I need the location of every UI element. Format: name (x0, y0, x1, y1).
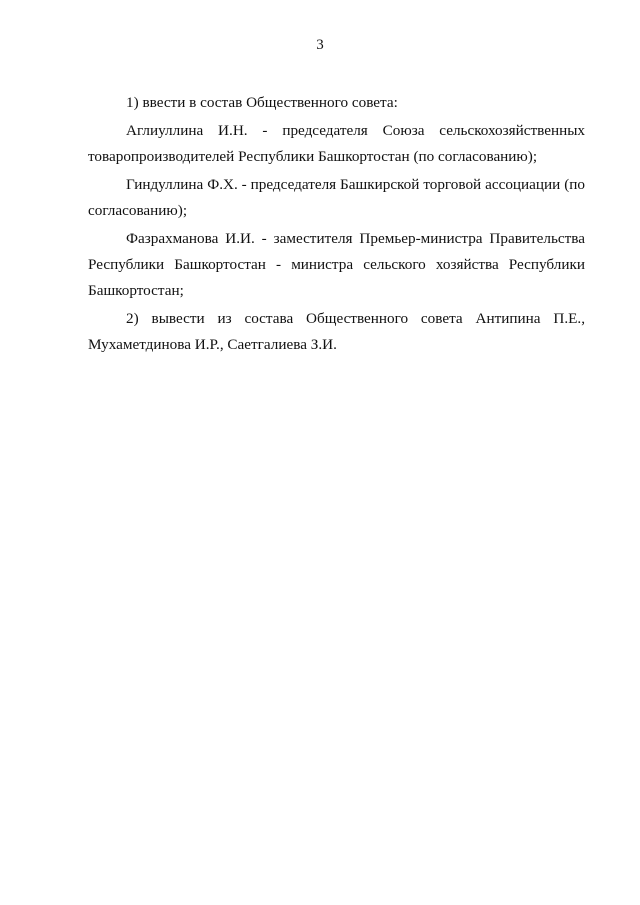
document-body (88, 90, 585, 360)
paragraph-exclude-members: 2) вывести из состава Общественного совета Антипина П.Е., Мухаметдинова И.Р., Саетгалиева З.И. (88, 310, 585, 353)
paragraph-include-heading: 1) ввести в состав Общественного совета: (126, 94, 398, 111)
page-number: 3 (316, 37, 324, 53)
paragraph-gindullin: Гиндуллина Ф.Х. - председателя Башкирской торговой ассоциации (по согласованию); (88, 176, 585, 219)
paragraph-agliullin: Аглиуллина И.Н. - председателя Союза сельскохозяйственных товаропроизводителей Республики Башкортостан (по согласованию); (88, 122, 585, 165)
paragraph-fazrakhmanov: Фазрахманова И.И. - заместителя Премьер-министра Правительства Республики Башкортостан - министра сельского хозяйства Республики Башкортостан; (88, 230, 585, 299)
